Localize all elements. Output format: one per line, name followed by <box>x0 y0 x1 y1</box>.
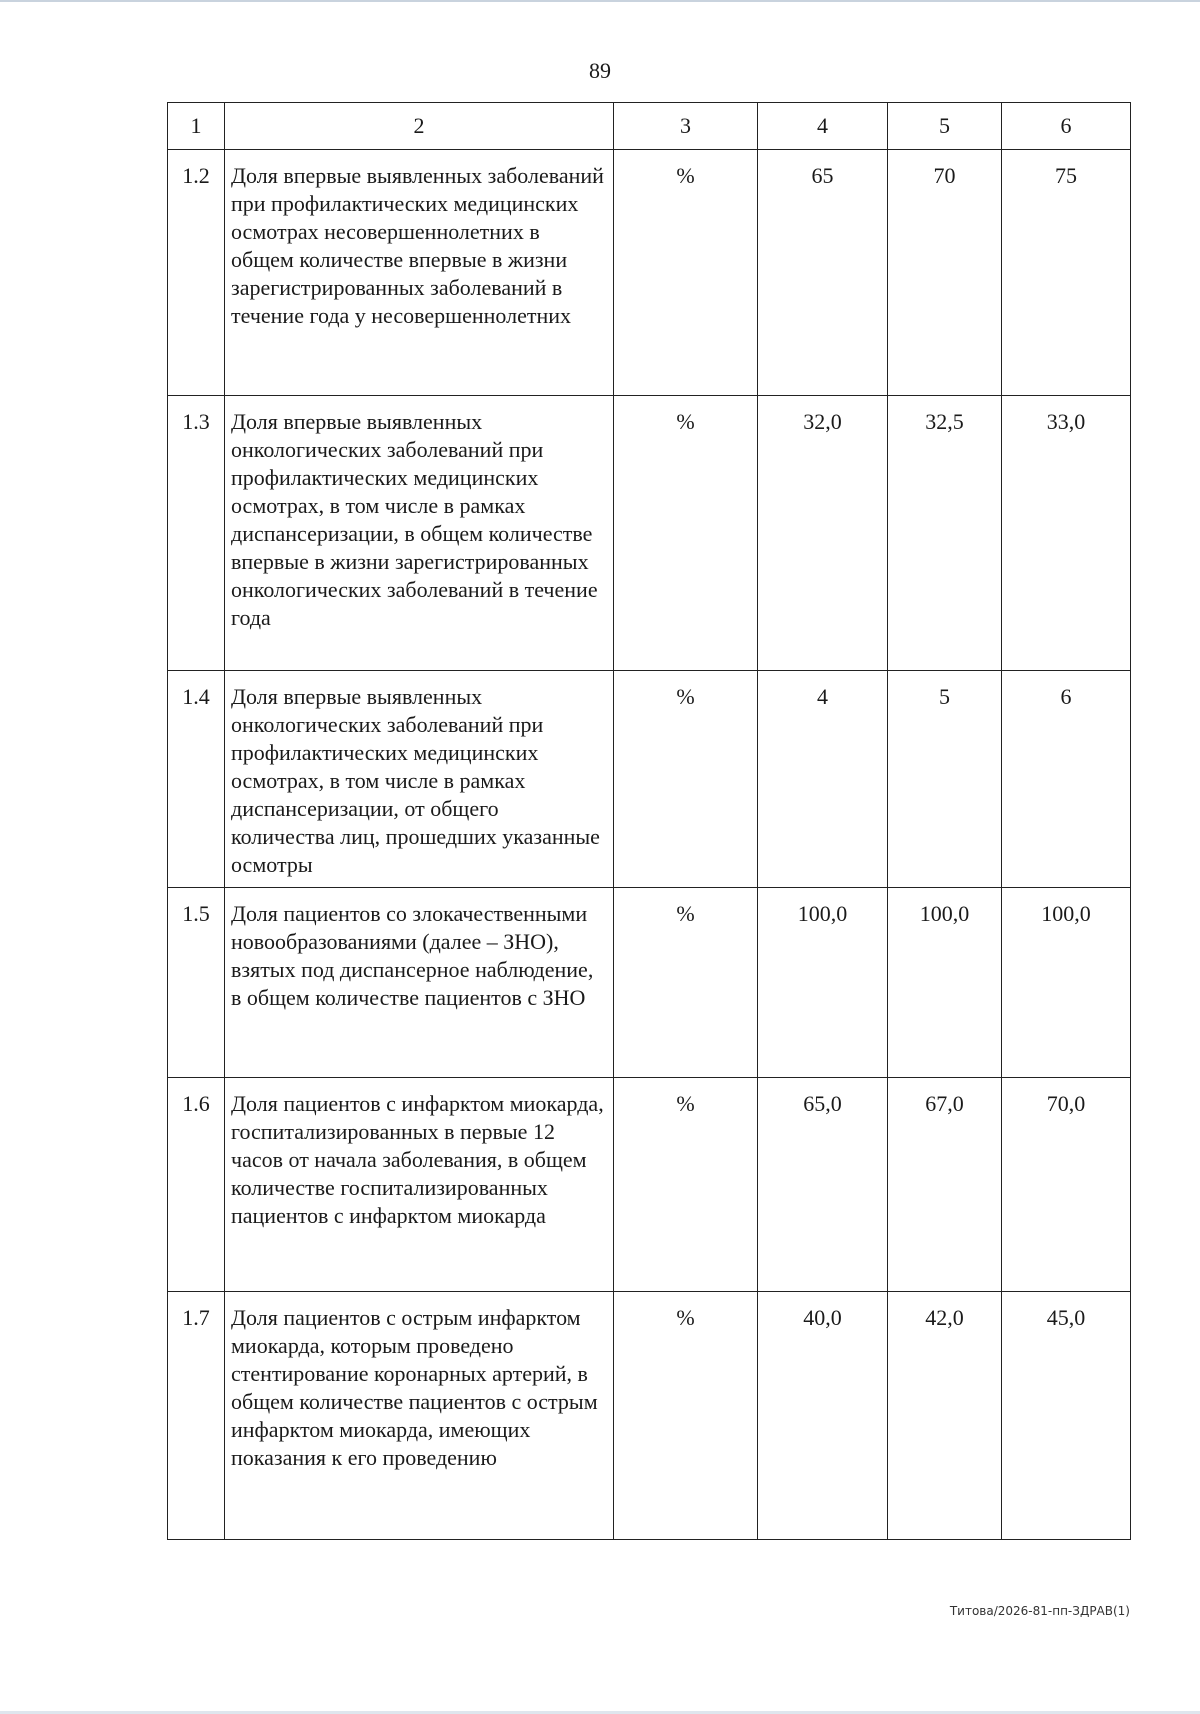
unit: % <box>614 150 758 396</box>
header-col-6: 6 <box>1002 103 1131 150</box>
table-header-row <box>168 103 1131 150</box>
header-col-1: 1 <box>168 103 225 150</box>
row-number: 1.5 <box>168 888 225 1078</box>
indicator-name: Доля впервые выявленных онкологических заболеваний при профилактических медицинских осмотрах, в том числе в рамках диспансеризации, от общего количества лиц, прошедших указанные осмотры <box>225 671 614 888</box>
table-row <box>168 1078 1131 1292</box>
indicators-table <box>167 102 1131 1540</box>
value-col-5: 42,0 <box>888 1292 1002 1540</box>
header-col-5: 5 <box>888 103 1002 150</box>
value-col-6: 70,0 <box>1002 1078 1131 1292</box>
row-number: 1.4 <box>168 671 225 888</box>
value-col-5: 100,0 <box>888 888 1002 1078</box>
indicator-name: Доля пациентов с инфарктом миокарда, госпитализированных в первые 12 часов от начала заболевания, в общем количестве госпитализированных пациентов с инфарктом миокарда <box>225 1078 614 1292</box>
value-col-6: 75 <box>1002 150 1131 396</box>
indicator-name: Доля пациентов со злокачественными новообразованиями (далее – ЗНО), взятых под диспансерное наблюдение, в общем количестве пациентов с ЗНО <box>225 888 614 1078</box>
unit: % <box>614 888 758 1078</box>
indicator-name: Доля пациентов с острым инфарктом миокарда, которым проведено стентирование коронарных артерий, в общем количестве пациентов с острым инфарктом миокарда, имеющих показания к его проведению <box>225 1292 614 1540</box>
value-col-5: 70 <box>888 150 1002 396</box>
value-col-4: 32,0 <box>758 396 888 671</box>
table-row <box>168 1292 1131 1540</box>
value-col-5: 67,0 <box>888 1078 1002 1292</box>
indicator-name: Доля впервые выявленных заболеваний при профилактических медицинских осмотрах несовершеннолетних в общем количестве впервые в жизни зарегистрированных заболеваний в течение года у несовершеннолетних <box>225 150 614 396</box>
value-col-4: 65 <box>758 150 888 396</box>
scan-top-edge <box>0 0 1200 2</box>
indicator-name: Доля впервые выявленных онкологических заболеваний при профилактических медицинских осмотрах, в том числе в рамках диспансеризации, в общем количестве впервые в жизни зарегистрированных онкологических заболеваний в течение года <box>225 396 614 671</box>
header-col-4: 4 <box>758 103 888 150</box>
table-row <box>168 396 1131 671</box>
row-number: 1.3 <box>168 396 225 671</box>
value-col-4: 40,0 <box>758 1292 888 1540</box>
value-col-6: 33,0 <box>1002 396 1131 671</box>
value-col-6: 100,0 <box>1002 888 1131 1078</box>
row-number: 1.6 <box>168 1078 225 1292</box>
page-number: 89 <box>589 58 611 83</box>
value-col-5: 32,5 <box>888 396 1002 671</box>
value-col-4: 65,0 <box>758 1078 888 1292</box>
value-col-4: 4 <box>758 671 888 888</box>
row-number: 1.7 <box>168 1292 225 1540</box>
unit: % <box>614 396 758 671</box>
unit: % <box>614 671 758 888</box>
table-row <box>168 150 1131 396</box>
table-row <box>168 671 1131 888</box>
unit: % <box>614 1292 758 1540</box>
value-col-5: 5 <box>888 671 1002 888</box>
value-col-6: 45,0 <box>1002 1292 1131 1540</box>
document-code: Титова/2026-81-пп-ЗДРАВ(1) <box>949 1604 1130 1618</box>
value-col-6: 6 <box>1002 671 1131 888</box>
value-col-4: 100,0 <box>758 888 888 1078</box>
header-col-3: 3 <box>614 103 758 150</box>
header-col-2: 2 <box>225 103 614 150</box>
row-number: 1.2 <box>168 150 225 396</box>
table-row <box>168 888 1131 1078</box>
unit: % <box>614 1078 758 1292</box>
